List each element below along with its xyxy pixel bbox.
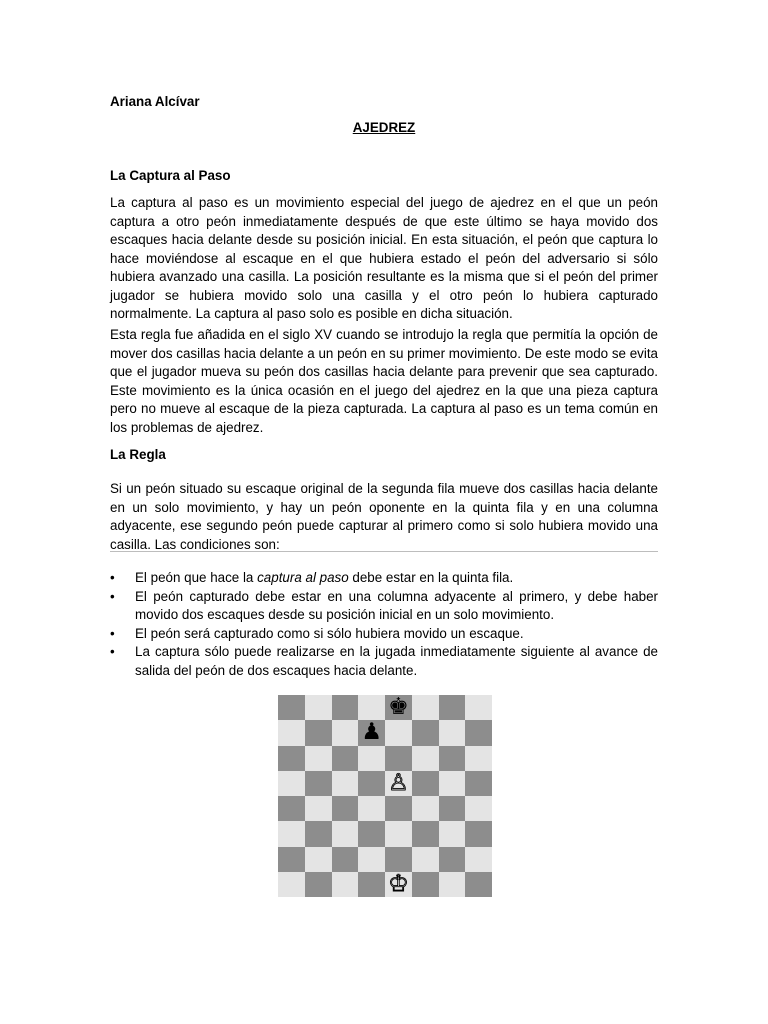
board-square-a2 xyxy=(278,847,305,872)
board-square-c8 xyxy=(332,695,359,720)
author-name: Ariana Alcívar xyxy=(110,94,200,109)
list-item-emphasis: captura al paso xyxy=(257,570,349,585)
board-square-h1 xyxy=(465,872,492,897)
paragraph-captura-definition: La captura al paso es un movimiento especial del juego de ajedrez en el que un peón captura a otro peón inmediatamente después de que este último se haya movido dos escaques hacia delante desde su posición inicial. En esta situación, el peón que captura lo hace moviéndose al escaque en el que hubiera estado el peón del adversario si sólo hubiera avanzado una casilla. La posición resultante es la misma que si el peón del primer jugador se hubiera movido solo una casilla y el otro peón lo hubiera capturado normalmente. La captura al paso solo es posible en dicha situación. xyxy=(110,195,658,321)
horizontal-divider xyxy=(110,551,658,552)
board-square-g1 xyxy=(439,872,466,897)
board-square-c3 xyxy=(332,821,359,846)
board-square-b8 xyxy=(305,695,332,720)
board-square-d7 xyxy=(358,720,385,745)
black-king-icon: ♚ xyxy=(388,694,409,721)
paragraph-captura-history: Esta regla fue añadida en el siglo XV cuando se introdujo la regla que permitía la opción de mover dos casillas hacia delante a un peón en su primer movimiento. De este modo se evita que el jugador mueva su peón dos casillas hacia delante para prevenir que sea capturado. Este movimiento es la única ocasión en el juego del ajedrez en la que una pieza captura pero no mueve al escaque de la pieza capturada. La captura al paso es un tema común en los problemas de ajedrez. xyxy=(110,327,658,435)
list-item-text: El peón que hace la xyxy=(135,570,258,585)
board-square-a8 xyxy=(278,695,305,720)
list-item-text: debe estar en la quinta fila. xyxy=(348,570,514,585)
list-item xyxy=(110,625,658,644)
paragraph-regla: Si un peón situado su escaque original de la segunda fila mueve dos casillas hacia delante en un solo movimiento, y hay un peón oponente en la quinta fila y en una columna adyacente, ese segundo peón puede capturar al primero como si solo hubiera movido una casilla. Las condiciones son: xyxy=(110,481,658,552)
board-square-a3 xyxy=(278,821,305,846)
bullet-icon: • xyxy=(110,644,115,659)
board-square-d4 xyxy=(358,796,385,821)
section-heading-regla: La Regla xyxy=(110,447,166,462)
board-square-c2 xyxy=(332,847,359,872)
section-heading-captura: La Captura al Paso xyxy=(110,168,231,183)
board-square-f6 xyxy=(412,746,439,771)
board-square-b1 xyxy=(305,872,332,897)
board-square-f5 xyxy=(412,771,439,796)
board-square-g4 xyxy=(439,796,466,821)
list-item xyxy=(110,569,658,588)
board-square-h3 xyxy=(465,821,492,846)
board-square-d1 xyxy=(358,872,385,897)
board-square-h2 xyxy=(465,847,492,872)
board-square-e2 xyxy=(385,847,412,872)
white-king-icon: ♔ xyxy=(388,870,409,897)
board-square-b6 xyxy=(305,746,332,771)
board-square-e3 xyxy=(385,821,412,846)
chess-board-diagram xyxy=(278,695,492,897)
board-square-h8 xyxy=(465,695,492,720)
bullet-icon: • xyxy=(110,625,115,641)
board-square-a1 xyxy=(278,872,305,897)
board-square-c7 xyxy=(332,720,359,745)
board-square-h5 xyxy=(465,771,492,796)
conditions-list xyxy=(110,569,658,680)
board-square-h7 xyxy=(465,720,492,745)
board-square-b4 xyxy=(305,796,332,821)
board-square-a6 xyxy=(278,746,305,771)
list-item-text: El peón capturado debe estar en una columna adyacente al primero, y debe haber movido dos escaques desde su posición inicial en un solo movimiento. xyxy=(135,588,658,622)
list-item xyxy=(110,643,658,680)
white-pawn-icon: ♙ xyxy=(388,769,409,796)
board-square-b7 xyxy=(305,720,332,745)
board-square-a7 xyxy=(278,720,305,745)
board-square-e1 xyxy=(385,872,412,897)
bullet-icon: • xyxy=(110,588,115,604)
bullet-icon: • xyxy=(110,570,115,585)
board-square-h6 xyxy=(465,746,492,771)
board-square-e8 xyxy=(385,695,412,720)
board-square-g2 xyxy=(439,847,466,872)
document-title: AJEDREZ xyxy=(352,120,416,135)
board-square-d5 xyxy=(358,771,385,796)
board-square-d3 xyxy=(358,821,385,846)
board-square-f8 xyxy=(412,695,439,720)
board-square-f2 xyxy=(412,847,439,872)
board-square-g7 xyxy=(439,720,466,745)
board-square-g5 xyxy=(439,771,466,796)
board-square-b2 xyxy=(305,847,332,872)
board-square-c4 xyxy=(332,796,359,821)
board-square-f4 xyxy=(412,796,439,821)
board-square-g8 xyxy=(439,695,466,720)
board-square-f7 xyxy=(412,720,439,745)
board-square-f1 xyxy=(412,872,439,897)
board-square-d6 xyxy=(358,746,385,771)
board-square-d2 xyxy=(358,847,385,872)
board-square-h4 xyxy=(465,796,492,821)
board-square-e6 xyxy=(385,746,412,771)
board-square-c1 xyxy=(332,872,359,897)
board-square-e5 xyxy=(385,771,412,796)
board-square-e7 xyxy=(385,720,412,745)
board-square-a5 xyxy=(278,771,305,796)
board-square-g3 xyxy=(439,821,466,846)
black-pawn-icon: ♟ xyxy=(361,719,382,746)
list-item xyxy=(110,588,658,625)
board-square-a4 xyxy=(278,796,305,821)
board-square-e4 xyxy=(385,796,412,821)
board-square-b5 xyxy=(305,771,332,796)
list-item-text: La captura sólo puede realizarse en la jugada inmediatamente siguiente al avance de salida del peón de dos escaques hacia delante. xyxy=(135,644,658,678)
board-square-d8 xyxy=(358,695,385,720)
board-square-b3 xyxy=(305,821,332,846)
board-square-g6 xyxy=(439,746,466,771)
board-square-c5 xyxy=(332,771,359,796)
board-square-c6 xyxy=(332,746,359,771)
list-item-text: El peón será capturado como si sólo hubiera movido un escaque. xyxy=(135,625,524,641)
board-square-f3 xyxy=(412,821,439,846)
